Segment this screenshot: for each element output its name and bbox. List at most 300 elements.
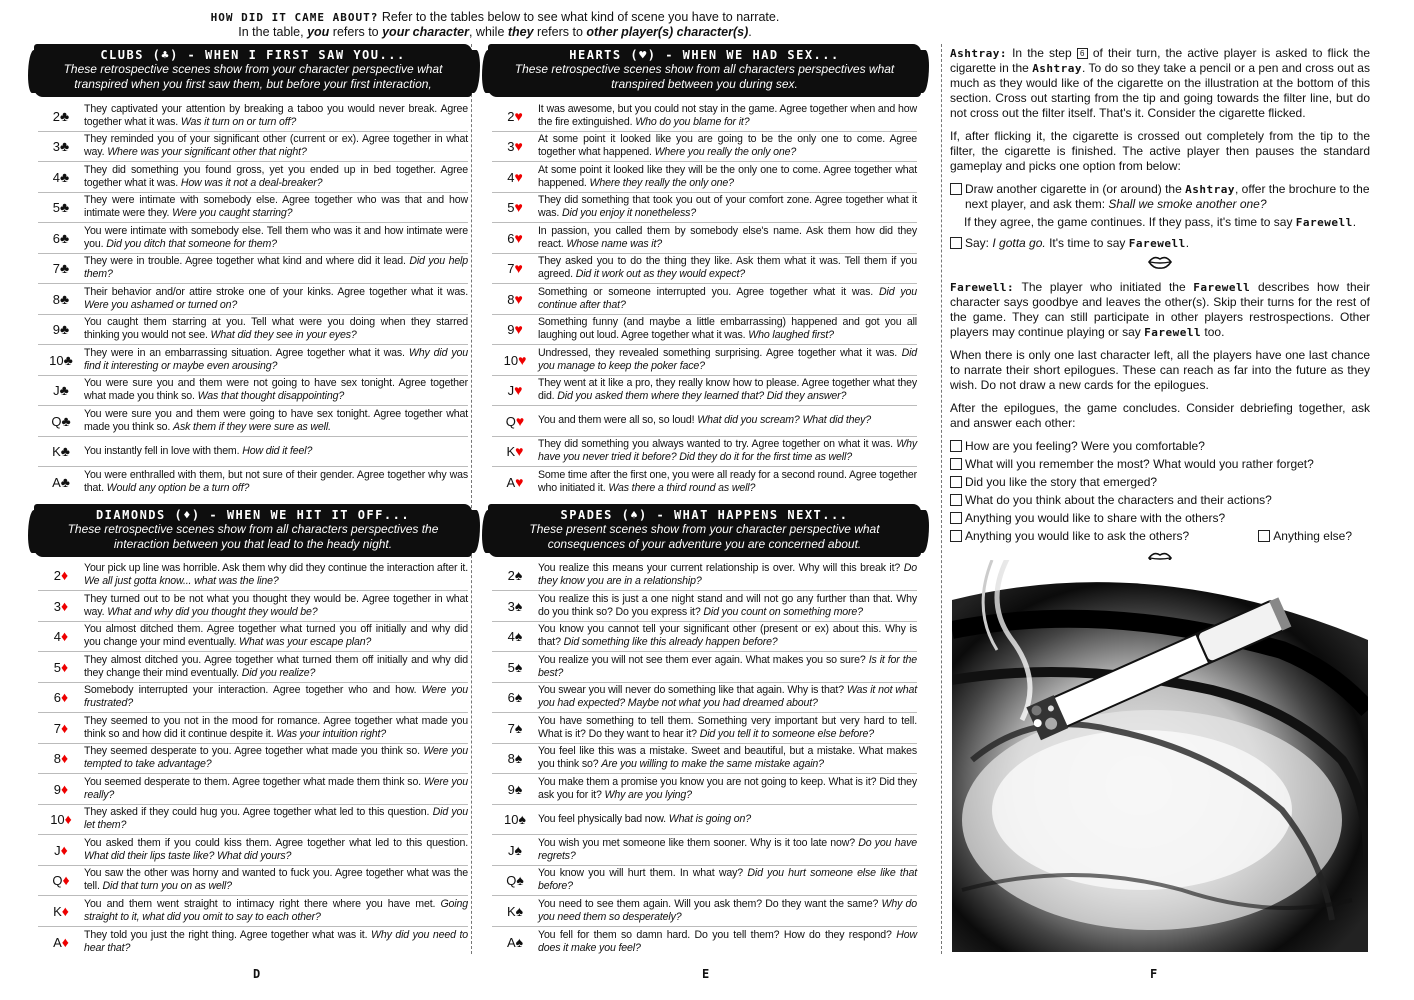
- card-label: [492, 413, 538, 429]
- suit-icon: ♠: [514, 567, 523, 584]
- scene-text: They were in trouble. Agree together what kind and where did it lead. Did you help them?: [84, 255, 468, 281]
- card-label: [38, 352, 84, 368]
- scene-text: They went at it like a pro, they really know how to please. Agree together what they did. Did you asked them where they learned that? Did they answer?: [538, 377, 917, 403]
- card-rank: 10: [49, 352, 64, 368]
- scene-text: You wish you met someone like them sooner. Why is it too late now? Do you have regrets?: [538, 836, 918, 862]
- card-rank: 3: [53, 598, 62, 614]
- card-label: [492, 474, 538, 490]
- diamonds-table: [38, 561, 468, 958]
- card-label: [492, 169, 538, 185]
- suit-icon: ♠: [514, 750, 523, 767]
- table-row: [492, 835, 917, 866]
- column-divider: [941, 44, 942, 954]
- card-label: [38, 872, 84, 888]
- suit-icon: ♥: [515, 412, 525, 429]
- table-row: [38, 774, 468, 805]
- spades-table: [492, 561, 917, 958]
- card-label: [38, 443, 84, 459]
- hearts-table: [492, 101, 917, 498]
- diamonds-subtitle: These retrospective scenes show from all characters perspectives the interaction between you that lead to the heady night.: [67, 521, 439, 551]
- card-rank: 8: [52, 291, 61, 307]
- card-rank: Q: [52, 873, 63, 889]
- suit-icon: ♥: [514, 138, 523, 155]
- suit-icon: ♥: [514, 199, 523, 216]
- suit-icon: ♠: [515, 933, 524, 950]
- card-rank: 3: [507, 139, 515, 155]
- card-rank: 3: [507, 598, 515, 614]
- header-line-1: HOW DID IT CAME ABOUT? Refer to the tables below to see what kind of scene you have to narrate.: [210, 10, 780, 24]
- card-label: [492, 750, 538, 766]
- card-rank: 4: [507, 629, 515, 645]
- card-label: [38, 108, 84, 124]
- table-row: [38, 223, 468, 254]
- table-row: [492, 622, 917, 653]
- card-rank: 6: [507, 230, 515, 246]
- scene-text: They did something you always wanted to try. Agree together on what it was. Why have you never tried it before? Did they do it for the first time as well?: [538, 438, 917, 464]
- scene-text: You fell for them so damn hard. Do you tell them? How do they respond? How does it make you feel?: [538, 928, 917, 954]
- card-label: [492, 108, 538, 124]
- card-rank: 5: [507, 200, 515, 216]
- suit-icon: ♦: [64, 811, 72, 828]
- suit-icon: ♥: [518, 351, 527, 368]
- scene-text: They seemed to you not in the mood for romance. Agree together what made you think so and how did it continue despite it. Was your intuition right?: [84, 714, 468, 740]
- card-rank: 7: [507, 261, 515, 277]
- ashtray-cigarette-illustration[interactable]: [952, 560, 1368, 952]
- suit-icon: ♣: [59, 382, 69, 399]
- card-rank: 2: [507, 108, 515, 124]
- card-label: [492, 230, 538, 246]
- card-rank: A: [53, 934, 62, 950]
- card-label: [492, 934, 538, 950]
- card-label: [38, 934, 84, 950]
- suit-icon: ♦: [61, 902, 69, 919]
- card-label: [38, 781, 84, 797]
- table-row: [38, 376, 468, 407]
- card-rank: 3: [52, 139, 61, 155]
- scene-text: You instantly fell in love with them. How did it feel?: [84, 444, 313, 457]
- ashtray-paragraph: Ashtray: In the step 6 of their turn, the active player is asked to flick the cigarette in the Ashtray. To do so they take a pencil or a pen and cross out as much as they would like of the cigarette on the illustration at the bottom of this section. Cross out starting from the tip and going towards the filter line, but do not cross out the filter itself. That's it. Consider the cigarette flicked.: [950, 46, 1370, 120]
- suit-icon: ♠: [514, 841, 522, 858]
- scene-text: Some time after the first one, you were all ready for a second round. Agree together who initiated it. Was there a third round as well?: [538, 469, 917, 495]
- clubs-section: [38, 44, 468, 498]
- card-label: [492, 842, 538, 858]
- card-label: [38, 260, 84, 276]
- table-row: [492, 132, 917, 163]
- card-rank: K: [53, 903, 62, 919]
- card-rank: 8: [507, 291, 515, 307]
- suit-icon: ♦: [61, 780, 69, 797]
- suit-icon: ♦: [61, 658, 69, 675]
- card-label: [38, 321, 84, 337]
- table-row: [492, 713, 917, 744]
- debrief-question: What will you remember the most? What would you rather forget?: [950, 457, 1370, 472]
- suit-icon: ♣: [60, 168, 70, 185]
- debrief-question: Anything you would like to ask the others?: [950, 529, 1189, 544]
- debrief-question: Anything you would like to share with the others?: [950, 511, 1370, 526]
- table-row: [38, 927, 468, 958]
- column-d: [38, 44, 468, 963]
- scene-text: Their behavior and/or attire stroke one of your kinks. Agree together what it was. Were you ashamed or turned on?: [84, 285, 468, 311]
- table-row: [38, 101, 468, 132]
- hearts-title: HEARTS (♥) - WHEN WE HAD SEX...: [569, 48, 840, 62]
- scene-text: They were in an embarrassing situation. Agree together what it was. Why did you find it interesting or maybe even arousing?: [84, 346, 468, 372]
- table-row: [38, 193, 468, 224]
- card-label: [38, 842, 84, 858]
- table-row: [492, 866, 917, 897]
- card-label: [492, 872, 538, 888]
- card-label: [38, 474, 84, 490]
- option-another-cigarette: Draw another cigarette in (or around) the Ashtray, offer the brochure to the next player, and ask them: Shall we smoke another one?: [950, 182, 1370, 212]
- suit-icon: ♥: [514, 290, 523, 307]
- card-label: [492, 443, 538, 459]
- spades-section: [492, 504, 917, 958]
- page-letter-d: D: [253, 967, 261, 981]
- spades-title: SPADES (♠) - WHAT HAPPENS NEXT...: [560, 507, 849, 522]
- table-row: [38, 713, 468, 744]
- suit-icon: ♥: [514, 382, 523, 399]
- scene-text: You caught them starring at you. Tell what were you doing when they starred thinking you would not see. What did they see in your eyes?: [84, 316, 468, 342]
- scene-text: You make them a promise you know you are not going to keep. What is it? Did they ask you for it? Why are you lying?: [538, 775, 917, 801]
- scene-text: You feel physically bad now. What is going on?: [538, 812, 751, 825]
- suit-icon: ♥: [514, 168, 523, 185]
- card-rank: 5: [52, 200, 61, 216]
- card-label: [38, 382, 84, 398]
- option-another-cigarette-followup: If they agree, the game continues. If they pass, it's time to say Farewell.: [964, 215, 1357, 229]
- card-rank: K: [506, 903, 516, 919]
- column-divider: [471, 44, 472, 954]
- suit-icon: ♠: [514, 719, 523, 736]
- epilogue-paragraph: When there is only one last character left, all the players have one last chance to narrate their short epilogues. These can reach as far into the future as they wish. Do not draw a new cards for the epilogues.: [950, 348, 1370, 392]
- card-rank: 7: [507, 720, 515, 736]
- table-row: [492, 284, 917, 315]
- card-rank: J: [507, 383, 515, 399]
- card-label: [492, 138, 538, 154]
- suit-icon: ♠: [515, 902, 524, 919]
- scene-text: At some point it looked like you are going to be the only one to come. Agree together what happened. Where you really the only one?: [538, 133, 917, 159]
- card-label: [492, 291, 538, 307]
- scene-text: They did something that took you out of your comfort zone. Agree together what it was. Did you enjoy it nonetheless?: [538, 194, 917, 220]
- ashtray-paragraph-2: If, after flicking it, the cigarette is crossed out completely from the tip to the filter, the cigarette is finished. The active player then pauses the standard gameplay and picks one option from below:: [950, 129, 1370, 173]
- checkbox[interactable]: [950, 530, 962, 542]
- suit-icon: ♥: [514, 107, 523, 124]
- table-row: [492, 652, 917, 683]
- table-row: [492, 315, 917, 346]
- table-row: [38, 744, 468, 775]
- checkbox[interactable]: [950, 512, 962, 524]
- checkbox[interactable]: [950, 458, 962, 470]
- scene-text: They were intimate with somebody else. Agree together who was that and how intimate were they. Were you caught starring?: [84, 194, 468, 220]
- debrief-question: Anything else?: [1258, 529, 1352, 544]
- card-label: [492, 781, 538, 797]
- table-row: [492, 591, 917, 622]
- card-label: [492, 628, 538, 644]
- card-label: [492, 903, 538, 919]
- card-label: [38, 598, 84, 614]
- page-header: [0, 10, 990, 40]
- table-row: [492, 805, 917, 836]
- scene-text: It was awesome, but you could not stay in the game. Agree together when and how the fire extinguished. Who do you blame for it?: [538, 102, 917, 128]
- table-row: [38, 284, 468, 315]
- lips-icon: [950, 255, 1370, 274]
- scene-text: They almost ditched you. Agree together what turned them off initially and why did they change their mind eventually. Did you realize?: [84, 653, 468, 679]
- checkbox[interactable]: [950, 237, 962, 249]
- scene-text: You need to see them again. Will you ask them? Do they want the same? Why do you need them so desperately?: [538, 897, 917, 923]
- table-row: [492, 774, 917, 805]
- card-rank: 8: [507, 751, 515, 767]
- table-row: [38, 896, 468, 927]
- card-rank: A: [52, 475, 61, 491]
- debrief-question: How are you feeling? Were you comfortable?: [950, 439, 1370, 454]
- card-rank: 9: [507, 322, 515, 338]
- card-label: [38, 750, 84, 766]
- scene-text: Undressed, they revealed something surprising. Agree together what it was. Did you manage to keep the poker face?: [538, 346, 918, 372]
- card-rank: 7: [52, 261, 61, 277]
- card-rank: Q: [51, 413, 62, 429]
- card-rank: 9: [53, 781, 62, 797]
- table-row: [38, 315, 468, 346]
- suit-icon: ♣: [60, 290, 70, 307]
- card-rank: 10: [503, 352, 519, 368]
- card-label: [492, 720, 538, 736]
- table-row: [38, 561, 468, 592]
- card-label: [492, 321, 538, 337]
- diamonds-title: DIAMONDS (♦) - WHEN WE HIT IT OFF...: [95, 507, 411, 522]
- card-rank: Q: [505, 413, 516, 429]
- column-e: [492, 44, 917, 963]
- farewell-paragraph: Farewell: The player who initiated the Farewell describes how their character says goodbye and leaves the other(s). Skip their turns for the rest of the game. They can still participate in other players restrospections. Other players may continue playing or say Farewell too.: [950, 280, 1370, 339]
- table-row: [492, 896, 917, 927]
- table-row: [38, 406, 468, 437]
- table-row: [38, 467, 468, 498]
- suit-icon: ♣: [60, 138, 70, 155]
- suit-icon: ♦: [61, 933, 69, 950]
- suit-icon: ♠: [516, 872, 524, 889]
- table-row: [492, 162, 917, 193]
- card-rank: J: [53, 383, 60, 399]
- suit-icon: ♣: [60, 199, 70, 216]
- suit-icon: ♦: [61, 689, 69, 706]
- option-gotta-go: Say: I gotta go. It's time to say Farewell.: [950, 236, 1370, 251]
- farewell-term: Farewell:: [950, 281, 1015, 294]
- checkbox[interactable]: [1258, 530, 1270, 542]
- table-row: [492, 101, 917, 132]
- table-row: [38, 132, 468, 163]
- checkbox[interactable]: [950, 494, 962, 506]
- suit-icon: ♦: [61, 750, 69, 767]
- clubs-table: [38, 101, 468, 498]
- suit-icon: ♥: [514, 229, 523, 246]
- ashtray-term: Ashtray:: [950, 47, 1007, 60]
- scene-text: You feel like this was a mistake. Sweet and beautiful, but a mistake. What makes you think so? Are you willing to make the same mistake again?: [538, 745, 917, 771]
- card-rank: 7: [53, 720, 62, 736]
- table-row: [38, 254, 468, 285]
- scene-text: Somebody interrupted your interaction. Agree together who and how. Were you frustrated?: [84, 684, 469, 710]
- table-row: [38, 835, 468, 866]
- card-label: [492, 567, 538, 583]
- step-number-box: 6: [1077, 48, 1088, 59]
- clubs-title: CLUBS (♣) - WHEN I FIRST SAW YOU...: [100, 48, 406, 62]
- suit-icon: ♥: [514, 260, 523, 277]
- table-row: [492, 345, 917, 376]
- card-rank: K: [52, 444, 61, 460]
- checkbox[interactable]: [950, 440, 962, 452]
- scene-text: They reminded you of your significant other (current or ex). Agree together in what way. Where was your significant other that night?: [84, 133, 468, 159]
- card-label: [38, 413, 84, 429]
- table-row: [38, 683, 468, 714]
- scene-text: You saw the other was horny and wanted to fuck you. Agree together what was the tell. Did that turn you on as well?: [84, 867, 468, 893]
- header-lead: HOW DID IT CAME ABOUT?: [210, 11, 379, 24]
- scene-text: You swear you will never do something like that again. Why is that? Was it not what you had expected? Maybe not what you had dreamed about?: [538, 684, 917, 710]
- card-rank: K: [506, 444, 516, 460]
- hearts-banner: [488, 44, 921, 97]
- card-label: [38, 199, 84, 215]
- diamonds-banner: [34, 504, 472, 557]
- table-row: [38, 805, 468, 836]
- checkbox[interactable]: [950, 476, 962, 488]
- table-row: [38, 591, 468, 622]
- suit-icon: ♣: [60, 107, 70, 124]
- suit-icon: ♦: [61, 719, 69, 736]
- table-row: [38, 652, 468, 683]
- suit-icon: ♦: [60, 841, 68, 858]
- card-label: [492, 352, 538, 368]
- table-row: [492, 376, 917, 407]
- card-label: [38, 659, 84, 675]
- suit-icon: ♠: [514, 628, 523, 645]
- card-rank: 5: [53, 659, 62, 675]
- scene-text: You have something to tell them. Something very important but very hard to tell. What is it? Do they want to hear it? Did you tell it to someone else before?: [538, 714, 917, 740]
- header-line-2: In the table, you refers to your character, while they refers to other player(s) character(s).: [238, 25, 752, 39]
- scene-text: In passion, you called them by somebody else's name. Ask them how did they react. Whose name was it?: [538, 224, 917, 250]
- table-row: [38, 345, 468, 376]
- scene-text: You know you will hurt them. In what way? Did you hurt someone else like that before?: [538, 867, 917, 893]
- card-rank: 4: [52, 169, 61, 185]
- scene-text: They captivated your attention by breaking a taboo you would never break. Agree together what it was. Was it turn on or turn off?: [84, 102, 468, 128]
- table-row: [492, 683, 917, 714]
- debrief-question: Did you like the story that emerged?: [950, 475, 1370, 490]
- card-rank: A: [506, 475, 516, 491]
- scene-text: They did something you found gross, yet you ended up in bed together. Agree together what it was. How was it not a deal-breaker?: [84, 163, 468, 189]
- clubs-subtitle: These retrospective scenes show from your character perspective what transpired when you first saw them, but before your first interaction,: [63, 62, 443, 91]
- scene-text: You were intimate with somebody else. Tell them who was it and how intimate were you. Did you ditch that someone for them?: [84, 224, 468, 250]
- card-label: [38, 138, 84, 154]
- scene-text: They asked you to do the thing they like. Ask them what it was. Tell them if you agreed. Did it work out as they would expect?: [538, 255, 917, 281]
- hearts-section: [492, 44, 917, 498]
- scene-text: You know you cannot tell your significant other (present or ex) about this. Why is that? Did something like this already happen before?: [538, 623, 917, 649]
- page-letter-e: E: [702, 967, 710, 981]
- spades-banner: [488, 504, 921, 557]
- diamonds-section: [38, 504, 468, 958]
- page-letter-f: F: [1150, 967, 1158, 981]
- suit-icon: ♦: [62, 872, 70, 889]
- card-rank: 2: [507, 568, 515, 584]
- scene-text: You realize you will not see them ever again. What makes you so sure? Is it for the best?: [538, 653, 917, 679]
- scene-text: They turned out to be not what you thought they would be. Agree together in what way. What and why did you thought they would be?: [84, 592, 468, 618]
- card-label: [492, 382, 538, 398]
- suit-icon: ♦: [61, 597, 69, 614]
- clubs-banner: [34, 44, 472, 97]
- scene-text: You and them went straight to intimacy right there where you have met. Going straight to it, what did you omit to say to each other?: [84, 897, 468, 923]
- scene-text: At some point it looked like they will be the only one to come. Agree together what happened. Where they really the only one?: [538, 163, 917, 189]
- card-rank: 9: [507, 781, 515, 797]
- suit-icon: ♣: [60, 229, 70, 246]
- card-rank: 8: [53, 751, 62, 767]
- card-label: [492, 659, 538, 675]
- card-rank: 10: [504, 812, 519, 828]
- card-rank: 4: [53, 629, 62, 645]
- scene-text: They asked if they could hug you. Agree together what led to this question. Did you let them?: [84, 806, 468, 832]
- table-row: [492, 467, 917, 498]
- card-label: [38, 689, 84, 705]
- scene-text: You realize this means your current relationship is over. Why will this break it? Do they know you are in a relationship?: [538, 562, 917, 588]
- scene-text: Something or someone interrupted you. Agree together what it was. Did you continue after that?: [538, 285, 917, 311]
- suit-icon: ♣: [60, 443, 70, 460]
- card-rank: 2: [52, 108, 61, 124]
- scene-text: You realize this is just a one night stand and will not go any further than that. Why do you think so? Do you express it? Did you count on something more?: [538, 592, 917, 618]
- scene-text: You and them were all so, so loud! What did you scream? What did they?: [538, 414, 872, 427]
- suit-icon: ♥: [515, 443, 524, 460]
- suit-icon: ♣: [63, 351, 73, 368]
- card-label: [38, 720, 84, 736]
- table-row: [38, 162, 468, 193]
- card-label: [38, 230, 84, 246]
- suit-icon: ♠: [514, 689, 523, 706]
- scene-text: You seemed desperate to them. Agree together what made them think so. Were you really?: [84, 775, 468, 801]
- card-rank: 4: [507, 169, 515, 185]
- table-row: [492, 223, 917, 254]
- card-rank: 2: [53, 568, 62, 584]
- column-f: [950, 46, 1370, 576]
- card-label: [38, 628, 84, 644]
- card-rank: 6: [53, 690, 62, 706]
- table-row: [492, 561, 917, 592]
- suit-icon: ♣: [60, 260, 70, 277]
- table-row: [492, 927, 917, 958]
- spades-subtitle: These present scenes show from your character perspective what consequences of your adventure you are concerned about.: [529, 521, 880, 551]
- table-row: [492, 254, 917, 285]
- card-rank: A: [506, 934, 516, 950]
- scene-text: You were sure you and them were going to have sex tonight. Agree together what made you think so. Ask them if they were sure as well.: [84, 407, 468, 433]
- card-label: [492, 199, 538, 215]
- checkbox[interactable]: [950, 183, 962, 195]
- scene-text: You were sure you and them were not going to have sex tonight. Agree together what made you think so. Was that thought disappointing?: [84, 377, 468, 403]
- debrief-paragraph: After the epilogues, the game concludes. Consider debriefing together, ask and answer each other:: [950, 401, 1370, 430]
- suit-icon: ♠: [514, 597, 523, 614]
- card-rank: 5: [507, 659, 515, 675]
- scene-text: They told you just the right thing. Agree together what was it. Why did you need to hear that?: [84, 928, 469, 954]
- suit-icon: ♠: [514, 658, 523, 675]
- table-row: [38, 622, 468, 653]
- card-label: [38, 811, 84, 827]
- card-label: [492, 811, 538, 827]
- card-label: [492, 689, 538, 705]
- card-rank: Q: [506, 873, 517, 889]
- table-row: [492, 744, 917, 775]
- table-row: [492, 406, 917, 437]
- suit-icon: ♥: [514, 321, 523, 338]
- suit-icon: ♣: [61, 412, 71, 429]
- suit-icon: ♣: [60, 321, 70, 338]
- card-rank: 9: [52, 322, 61, 338]
- suit-icon: ♣: [60, 474, 70, 491]
- suit-icon: ♦: [61, 628, 69, 645]
- card-label: [38, 291, 84, 307]
- suit-icon: ♦: [61, 567, 69, 584]
- suit-icon: ♠: [514, 780, 523, 797]
- scene-text: You almost ditched them. Agree together what turned you off initially and why did you change your mind eventually. What was your escape plan?: [84, 623, 468, 649]
- scene-text: You were enthralled with them, but not sure of their gender. Agree together why was that. Would any option be a turn off?: [84, 469, 468, 495]
- card-rank: 6: [52, 230, 61, 246]
